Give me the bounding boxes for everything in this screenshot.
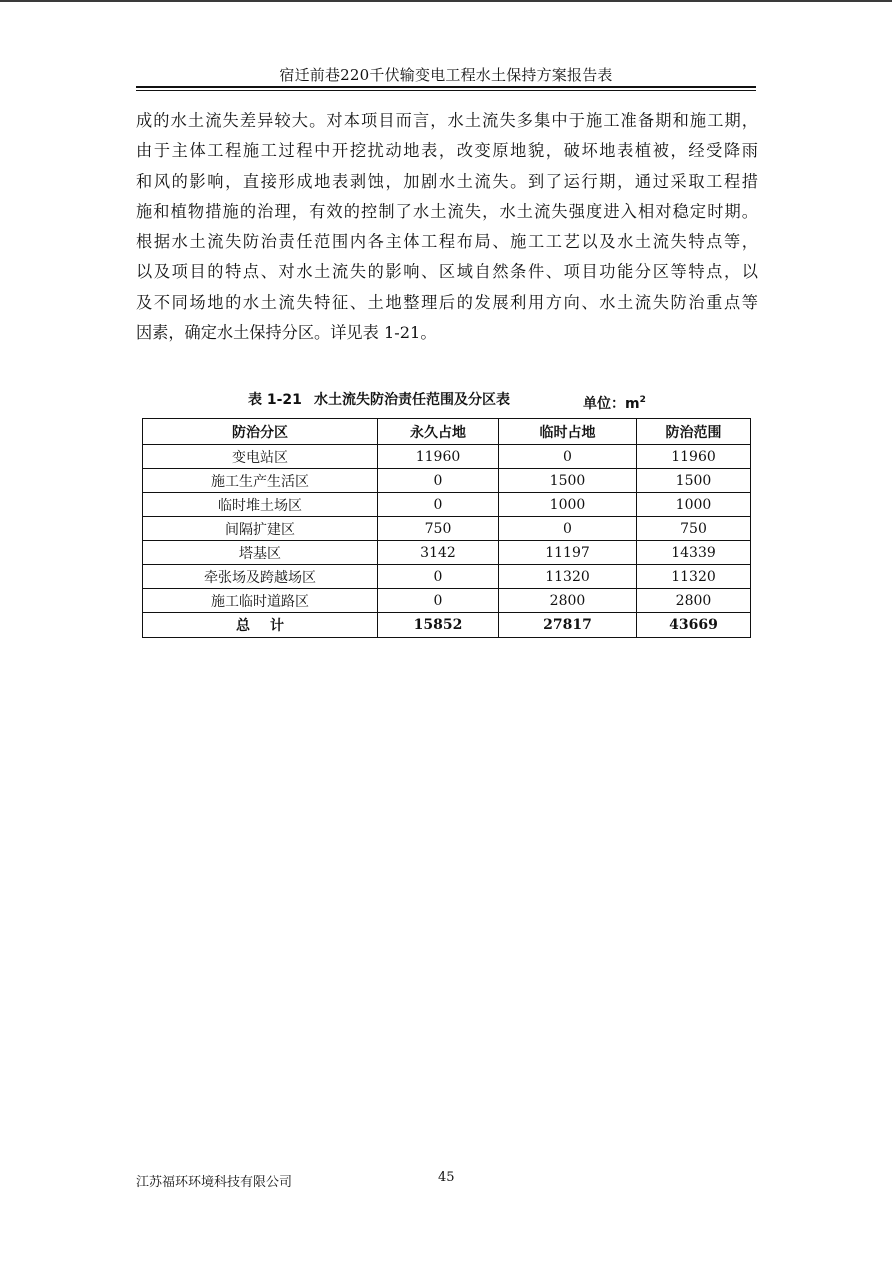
table-row <box>143 541 751 565</box>
table-cell-zone: 塔基区 <box>143 541 378 565</box>
table-cell-zone: 临时堆土场区 <box>143 493 378 517</box>
table-caption-unit <box>583 388 646 416</box>
table-cell-permanent: 0 <box>378 469 499 493</box>
table-cell-scope: 750 <box>637 517 751 541</box>
table-cell-zone: 牵张场及跨越场区 <box>143 565 378 589</box>
body-paragraph <box>136 106 758 348</box>
table-total-permanent: 15852 <box>378 613 499 638</box>
table-cell-scope: 14339 <box>637 541 751 565</box>
table-total-row <box>143 613 751 638</box>
table-caption-title: 水土流失防治责任范围及分区表 <box>314 392 510 408</box>
table-cell-temporary: 1000 <box>499 493 637 517</box>
paragraph-line: 和风的影响，直接形成地表剥蚀，加剧水土流失。到了运行期，通过采取工程措 <box>136 171 758 191</box>
table-caption-number: 表 1-21 <box>248 392 302 408</box>
table-cell-scope: 2800 <box>637 589 751 613</box>
table-cell-permanent: 11960 <box>378 445 499 469</box>
table-row <box>143 517 751 541</box>
footer-company-name: 江苏福环环境科技有限公司 <box>136 1175 293 1190</box>
table-cell-temporary: 11197 <box>499 541 637 565</box>
table-total-scope: 43669 <box>637 613 751 638</box>
table-cell-temporary: 2800 <box>499 589 637 613</box>
table-caption-unit-text: 单位：m <box>583 396 640 412</box>
table-cell-temporary: 1500 <box>499 469 637 493</box>
paragraph-line: 及不同场地的水土流失特征、土地整理后的发展利用方向、水土流失防治重点等 <box>136 292 758 312</box>
table-row <box>143 565 751 589</box>
page-number: 45 <box>438 1170 455 1185</box>
table-total-temporary: 27817 <box>499 613 637 638</box>
table-cell-zone: 施工生产生活区 <box>143 469 378 493</box>
column-header-zone: 防治分区 <box>143 419 378 445</box>
paragraph-line: 施和植物措施的治理，有效的控制了水土流失，水土流失强度进入相对稳定时期。 <box>136 201 758 221</box>
column-header-scope: 防治范围 <box>637 419 751 445</box>
table-cell-permanent: 0 <box>378 493 499 517</box>
table-cell-permanent: 0 <box>378 589 499 613</box>
table-cell-zone: 施工临时道路区 <box>143 589 378 613</box>
table-cell-scope: 1500 <box>637 469 751 493</box>
column-header-temporary: 临时占地 <box>499 419 637 445</box>
table-cell-permanent: 0 <box>378 565 499 589</box>
header-rule-thick <box>136 86 756 88</box>
table-cell-temporary: 0 <box>499 445 637 469</box>
table-row <box>143 493 751 517</box>
table-row <box>143 589 751 613</box>
table-cell-temporary: 11320 <box>499 565 637 589</box>
table-cell-zone: 变电站区 <box>143 445 378 469</box>
table-cell-permanent: 3142 <box>378 541 499 565</box>
page-top-edge <box>0 0 892 2</box>
table-caption <box>142 388 752 412</box>
table-caption-unit-superscript: 2 <box>639 395 646 405</box>
table-cell-zone: 间隔扩建区 <box>143 517 378 541</box>
table-row <box>143 445 751 469</box>
running-header-title: 宿迁前巷220千伏输变电工程水土保持方案报告表 <box>279 66 613 84</box>
table-cell-temporary: 0 <box>499 517 637 541</box>
paragraph-line: 因素，确定水土保持分区。详见表 1-21。 <box>136 323 437 343</box>
table-cell-scope: 1000 <box>637 493 751 517</box>
responsibility-scope-table <box>142 418 751 638</box>
table-row <box>143 469 751 493</box>
paragraph-line: 成的水土流失差异较大。对本项目而言，水土流失多集中于施工准备期和施工期， <box>136 111 758 130</box>
table-header-row <box>143 419 751 445</box>
paragraph-line: 以及项目的特点、对水土流失的影响、区域自然条件、项目功能分区等特点，以 <box>136 262 758 282</box>
table-cell-scope: 11320 <box>637 565 751 589</box>
paragraph-line: 由于主体工程施工过程中开挖扰动地表，改变原地貌，破坏地表植被，经受降雨 <box>136 141 758 161</box>
header-rule-thin <box>136 90 756 91</box>
column-header-permanent: 永久占地 <box>378 419 499 445</box>
table-cell-scope: 11960 <box>637 445 751 469</box>
table-total-label: 总计 <box>143 613 378 638</box>
paragraph-line: 根据水土流失防治责任范围内各主体工程布局、施工工艺以及水土流失特点等， <box>136 232 758 252</box>
table-cell-permanent: 750 <box>378 517 499 541</box>
